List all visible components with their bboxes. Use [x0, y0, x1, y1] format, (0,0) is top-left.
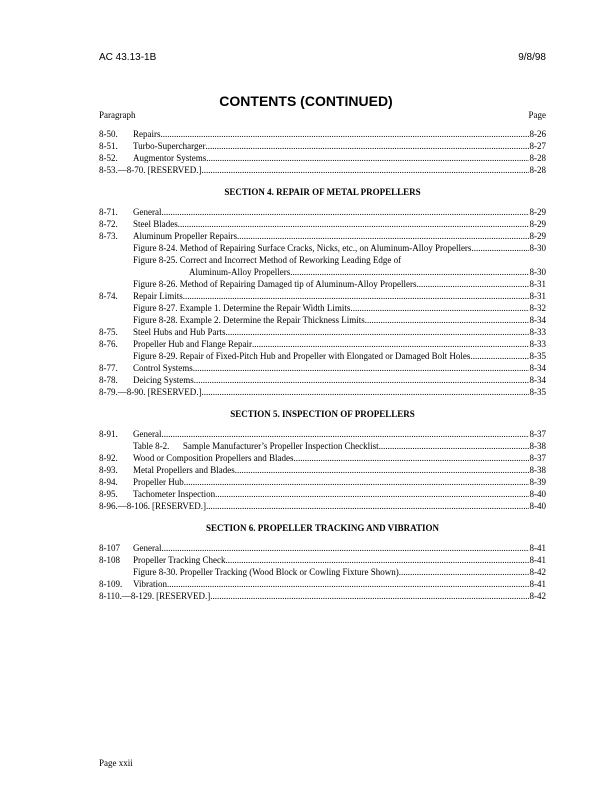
entry-page: 8-41: [529, 579, 546, 589]
table-of-contents: [99, 128, 546, 602]
entry-number: 8-50.: [99, 129, 118, 139]
entry-label: Metal Propellers and Blades: [133, 465, 235, 475]
entry-label: Propeller Hub: [133, 477, 184, 487]
dot-leader: [161, 128, 529, 140]
toc-figure-entry[interactable]: [99, 302, 546, 314]
dot-leader: [399, 566, 529, 578]
entry-label: Steel Hubs and Hub Parts: [133, 327, 226, 337]
toc-entry[interactable]: [99, 374, 546, 386]
dot-leader: [202, 164, 529, 176]
entry-label: Repairs: [133, 129, 161, 139]
dot-leader: [379, 440, 529, 452]
entry-page: 8-30: [529, 267, 546, 277]
dot-leader: [210, 590, 528, 602]
entry-page: 8-38: [529, 441, 546, 451]
toc-entry[interactable]: [99, 326, 546, 338]
figure-label: Figure 8-29. Repair of Fixed-Pitch Hub and Propeller with Elongated or Damaged Bolt Holes: [133, 351, 471, 361]
entry-label: Vibration: [133, 579, 167, 589]
entry-page: 8-41: [529, 555, 546, 565]
dot-leader: [193, 362, 529, 374]
dot-leader: [206, 140, 529, 152]
entry-number: 8-72.: [99, 219, 118, 229]
entry-number: 8-108: [99, 555, 120, 565]
figure-label: Figure 8-26. Method of Repairing Damaged tip of Aluminum-Alloy Propellers: [133, 279, 417, 289]
entry-number: 8-71.: [99, 207, 118, 217]
entry-number: 8-79.—8-90.: [99, 387, 146, 397]
entry-number: 8-74.: [99, 291, 118, 301]
figure-label: Figure 8-30. Propeller Tracking (Wood Block or Cowling Fixture Shown): [133, 567, 399, 577]
entry-page: 8-42: [529, 591, 546, 601]
entry-label: Propeller Tracking Check: [133, 555, 226, 565]
entry-number: 8-78.: [99, 375, 118, 385]
entry-page: 8-39: [529, 477, 546, 487]
dot-leader: [206, 500, 528, 512]
dot-leader: [290, 266, 528, 278]
section-5-heading: SECTION 5. INSPECTION OF PROPELLERS: [230, 409, 415, 419]
column-header-paragraph: Paragraph: [99, 110, 136, 120]
entry-page: 8-28: [529, 153, 546, 163]
figure-label: Figure 8-25. Correct and Incorrect Method of Reworking Leading Edge of: [133, 255, 402, 265]
entry-page: 8-26: [529, 129, 546, 139]
entry-label: [RESERVED.]: [147, 387, 202, 397]
section-6-heading: SECTION 6. PROPELLER TRACKING AND VIBRATION: [205, 523, 440, 533]
entry-page: 8-41: [529, 543, 546, 553]
figure-label: Figure 8-27. Example 1. Determine the Repair Width Limits.: [133, 303, 353, 313]
entry-page: 8-42: [529, 567, 546, 577]
entry-page: 8-30: [529, 243, 546, 253]
toc-entry[interactable]: [99, 140, 546, 152]
dot-leader: [235, 464, 529, 476]
entry-page: 8-37: [529, 429, 546, 439]
toc-figure-entry[interactable]: [99, 278, 546, 290]
figure-label: Figure 8-24. Method of Repairing Surface Cracks, Nicks, etc., on Aluminum-Alloy Propellers: [133, 243, 472, 253]
dot-leader: [202, 386, 529, 398]
entry-page: 8-32: [529, 303, 546, 313]
toc-entry[interactable]: [99, 554, 546, 566]
toc-entry[interactable]: [99, 230, 546, 242]
toc-figure-entry[interactable]: [99, 254, 546, 266]
figure-label: Figure 8-28. Example 2. Determine the Repair Thickness Limits: [133, 315, 365, 325]
table-label: Table 8-2. Sample Manufacturer’s Propeller Inspection Checklist: [133, 441, 379, 451]
entry-page: 8-29: [529, 207, 546, 217]
entry-number: 8-96.—8-106.: [99, 501, 150, 511]
dot-leader: [237, 230, 529, 242]
entry-label: General: [133, 429, 162, 439]
dot-leader: [161, 206, 528, 218]
entry-number: 8-76.: [99, 339, 118, 349]
entry-page: 8-38: [529, 465, 546, 475]
entry-page: 8-29: [529, 231, 546, 241]
entry-label: Wood or Composition Propellers and Blades: [133, 453, 294, 463]
toc-entry[interactable]: [99, 428, 546, 440]
toc-entry[interactable]: [99, 164, 546, 176]
entry-number: 8-110.—8-129.: [99, 591, 155, 601]
entry-label: Tachometer Inspection: [133, 489, 216, 499]
dot-leader: [470, 350, 528, 362]
entry-label: Aluminum Propeller Repairs: [133, 231, 237, 241]
toc-entry[interactable]: [99, 488, 546, 500]
entry-number: 8-53.—8-70.: [99, 165, 146, 175]
dot-leader: [226, 326, 529, 338]
entry-label: Turbo-Supercharger: [133, 141, 206, 151]
entry-label: Control Systems: [133, 363, 193, 373]
toc-entry[interactable]: [99, 578, 546, 590]
dot-leader: [194, 374, 529, 386]
entry-number: 8-73.: [99, 231, 118, 241]
section-4-heading: SECTION 4. REPAIR OF METAL PROPELLERS: [224, 187, 421, 197]
entry-page: 8-35: [529, 351, 546, 361]
toc-table-entry[interactable]: [99, 440, 546, 452]
dot-leader: [161, 542, 528, 554]
entry-label: General: [133, 543, 162, 553]
toc-entry[interactable]: [99, 290, 546, 302]
dot-leader: [206, 152, 528, 164]
toc-entry[interactable]: [99, 206, 546, 218]
entry-page: 8-31: [529, 279, 546, 289]
entry-label: [RESERVED.]: [147, 165, 202, 175]
entry-page: 8-35: [529, 387, 546, 397]
entry-label: Steel Blades: [133, 219, 178, 229]
toc-entry[interactable]: [99, 590, 546, 602]
entry-number: 8-107: [99, 543, 120, 553]
dot-leader: [226, 554, 529, 566]
toc-figure-entry[interactable]: [99, 314, 546, 326]
dot-leader: [252, 338, 529, 350]
toc-entry[interactable]: [99, 476, 546, 488]
toc-entry[interactable]: [99, 218, 546, 230]
column-header-page: Page: [528, 110, 546, 120]
dot-leader: [471, 242, 528, 254]
toc-figure-entry[interactable]: [99, 566, 546, 578]
entry-page: 8-29: [529, 219, 546, 229]
toc-entry[interactable]: [99, 386, 546, 398]
entry-label: [RESERVED.]: [156, 591, 211, 601]
toc-entry[interactable]: [99, 128, 546, 140]
entry-page: 8-34: [529, 363, 546, 373]
dot-leader: [353, 302, 529, 314]
entry-page: 8-27: [529, 141, 546, 151]
toc-entry[interactable]: [99, 542, 546, 554]
entry-page: 8-34: [529, 315, 546, 325]
dot-leader: [161, 428, 528, 440]
entry-page: 8-40: [529, 501, 546, 511]
header-document-id: AC 43.13-1B: [99, 52, 157, 63]
entry-number: 8-92.: [99, 453, 118, 463]
dot-leader: [183, 290, 529, 302]
entry-page: 8-33: [529, 339, 546, 349]
entry-number: 8-51.: [99, 141, 118, 151]
toc-entry[interactable]: [99, 464, 546, 476]
toc-figure-continuation[interactable]: [99, 266, 546, 278]
dot-leader: [167, 578, 529, 590]
entry-page: 8-37: [529, 453, 546, 463]
entry-number: 8-91.: [99, 429, 118, 439]
toc-figure-entry[interactable]: [99, 242, 546, 254]
page-title: CONTENTS (CONTINUED): [219, 93, 393, 109]
toc-entry[interactable]: [99, 452, 546, 464]
entry-page: 8-34: [529, 375, 546, 385]
header-date: 9/8/98: [518, 52, 546, 63]
toc-entry[interactable]: [99, 338, 546, 350]
entry-label: [RESERVED.]: [152, 501, 207, 511]
entry-number: 8-77.: [99, 363, 118, 373]
entry-label: Propeller Hub and Flange Repair: [133, 339, 252, 349]
entry-label: Deicing Systems: [133, 375, 194, 385]
dot-leader: [215, 488, 528, 500]
dot-leader: [178, 218, 529, 230]
dot-leader: [416, 278, 528, 290]
toc-figure-entry[interactable]: [99, 350, 546, 362]
entry-number: 8-93.: [99, 465, 118, 475]
entry-label: Augmentor Systems: [133, 153, 207, 163]
toc-entry[interactable]: [99, 362, 546, 374]
entry-page: 8-40: [529, 489, 546, 499]
entry-page: 8-31: [529, 291, 546, 301]
entry-page: 8-33: [529, 327, 546, 337]
entry-number: 8-94.: [99, 477, 118, 487]
entry-page: 8-28: [529, 165, 546, 175]
entry-label: General: [133, 207, 162, 217]
entry-number: 8-52.: [99, 153, 118, 163]
dot-leader: [294, 452, 529, 464]
toc-entry[interactable]: [99, 500, 546, 512]
figure-label: Aluminum-Alloy Propellers: [189, 267, 291, 277]
page-footer: Page xxii: [99, 758, 133, 768]
entry-number: 8-75.: [99, 327, 118, 337]
toc-entry[interactable]: [99, 152, 546, 164]
entry-number: 8-109.: [99, 579, 123, 589]
entry-label: Repair Limits: [133, 291, 183, 301]
dot-leader: [184, 476, 529, 488]
entry-number: 8-95.: [99, 489, 118, 499]
dot-leader: [365, 314, 529, 326]
